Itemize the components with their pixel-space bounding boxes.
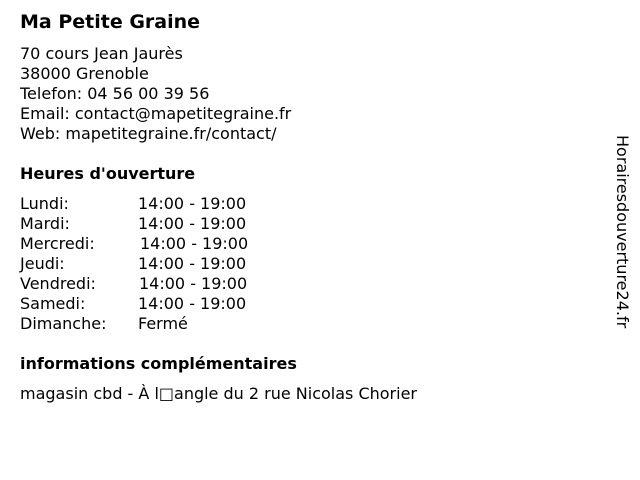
time-value: 14:00 - 19:00 — [138, 254, 247, 273]
additional-info-title: informations complémentaires — [20, 354, 297, 373]
time-value: 14:00 - 19:00 — [139, 274, 248, 293]
time-value: 14:00 - 19:00 — [140, 234, 249, 253]
opening-hours-list — [20, 194, 320, 334]
time-value: 14:00 - 19:00 — [138, 194, 247, 213]
additional-info-text: magasin cbd - À l□angle du 2 rue Nicolas Chorier — [20, 384, 417, 403]
day-label: Samedi: — [20, 294, 86, 313]
hours-row-mercredi — [20, 234, 320, 254]
address-street: 70 cours Jean Jaurès — [20, 44, 183, 63]
day-label: Jeudi: — [20, 254, 65, 273]
store-contact-block — [20, 44, 291, 144]
address-city: 38000 Grenoble — [20, 64, 149, 83]
time-value: 14:00 - 19:00 — [138, 214, 247, 233]
email-address[interactable]: Email: contact@mapetitegraine.fr — [20, 104, 292, 123]
opening-hours-title: Heures d'ouverture — [20, 164, 196, 183]
time-value: 14:00 - 19:00 — [138, 294, 247, 313]
hours-row-vendredi — [20, 274, 320, 294]
website-link[interactable]: Web: mapetitegraine.fr/contact/ — [20, 124, 277, 143]
day-label: Mercredi: — [20, 234, 95, 253]
day-label: Vendredi: — [20, 274, 96, 293]
hours-row-mardi — [20, 214, 320, 234]
hours-row-lundi — [20, 194, 320, 214]
brand-watermark: Horairesdouverture24.fr — [613, 135, 632, 329]
day-label: Mardi: — [20, 214, 70, 233]
hours-row-dimanche — [20, 314, 320, 334]
phone-number[interactable]: Telefon: 04 56 00 39 56 — [20, 84, 210, 103]
day-label: Dimanche: — [20, 314, 107, 333]
store-name: Ma Petite Graine — [20, 11, 201, 33]
time-value: Fermé — [138, 314, 188, 333]
hours-row-jeudi — [20, 254, 320, 274]
hours-row-samedi — [20, 294, 320, 314]
day-label: Lundi: — [20, 194, 69, 213]
